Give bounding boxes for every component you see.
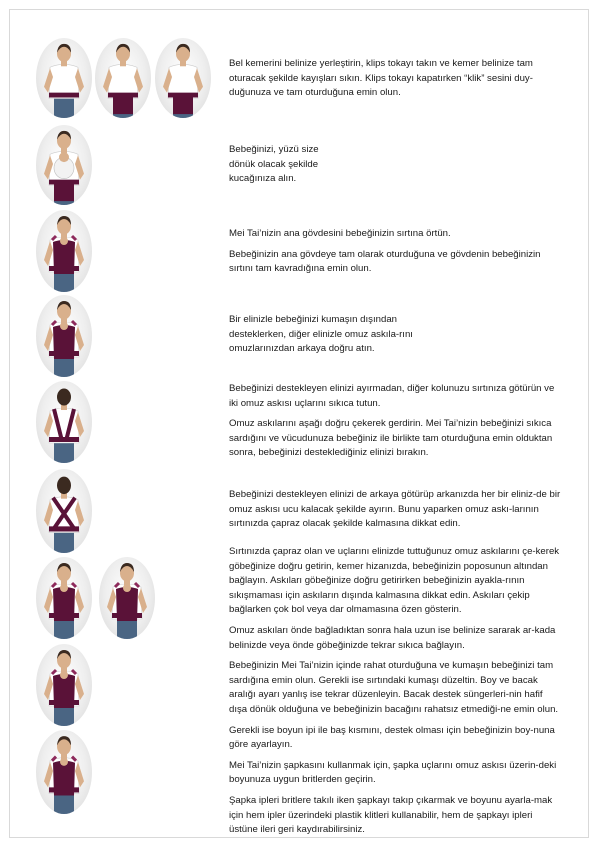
- person-figure-icon: [36, 38, 92, 118]
- step-1-paragraph-1: Bel kemerini belinize yerleştirin, klips tokayı takın ve kemer belinize tam oturacak şekilde kayışları sıkın. Klips tokayı kapatırken “klik” sesini duy-duğunuza ve tam oturduğuna emin olun.: [229, 58, 533, 99]
- step-5-photo: [36, 381, 92, 463]
- step-5-paragraph-2: Omuz askılarını aşağı doğru çekerek gerdirin. Mei Tai’nizin bebeğinizi sıkıca sardığını ve vücudunuza bebeğiniz ile birlikte tam oturduğuna emin olduktan sonra, bebeğinizi desteklediğiniz elinizi bırakın.: [229, 418, 553, 459]
- step-9-photo: [36, 730, 92, 814]
- step-8-photo: [36, 644, 92, 726]
- step-4-photo: [36, 295, 92, 377]
- step-7-paragraph-2: Omuz askıları önde bağladıktan sonra hala uzun ise belinize sararak ar-kada belinizde veya önde göbeğinizde tekrar sıkıca bağlayın.: [229, 624, 556, 651]
- person-figure-icon: [36, 381, 92, 463]
- baby-head-icon: [60, 758, 68, 766]
- step-7-paragraph-4: Gerekli ise boyun ipi ile baş kısmını, destek olması için bebeğinizin boy-nuna göre ayarlayın.: [229, 724, 555, 751]
- person-figure-icon: [36, 557, 92, 639]
- step-7-text: [229, 545, 562, 844]
- person-figure-icon: [155, 38, 211, 118]
- step-7-paragraph-3: Bebeğinizin Mei Tai’nizin içinde rahat oturduğuna ve kumaşın bebeğinizi tam sardığına emin olun. Gerekli ise sırtındaki kumaşı düzeltin. Boy ve bacak aralığı ayarı yanlış ise tekrar düzenleyin. Bacak destek süngerleri-nin hafif dışa dönük olduğuna ve bebeğinizin bacağını rahatsız etmediği-ne emin olun.: [229, 660, 559, 715]
- step-7-paragraph-1: Sırtınızda çapraz olan ve uçlarını elinizde tuttuğunuz omuz askılarını çe-kerek göbeğinize doğru getirin, kemer hizanızda, bebeğinizin poposunun altından bağlayın. Askıları göbeğinize doğru getirirken bebeğinizin ayakla-rının sıkışmaması için askıların dışında kalmasına dikkat edin. Askıları çekip bağlarken çok bol veya dar olmamasına özen gösterin.: [229, 546, 560, 616]
- person-figure-icon: [99, 557, 155, 639]
- step-3-paragraph-1: Mei Tai’nizin ana gövdesini bebeğinizin sırtına örtün.: [229, 228, 451, 239]
- baby-head-icon: [60, 322, 68, 330]
- step-3-photo: [36, 210, 92, 292]
- carrier-panel-icon: [113, 95, 133, 115]
- baby-head-icon: [60, 237, 68, 245]
- jeans-icon: [54, 97, 74, 118]
- step-7-photo-a: [36, 557, 92, 639]
- step-1-photo-c: [155, 38, 211, 118]
- person-figure-icon: [36, 644, 92, 726]
- step-7-paragraph-6: Şapka ipleri britlere takılı iken şapkayı takıp çıkarmak ve boyunu ayarla-mak için hem ipler üzerindeki plastik klitleri kullanabilir, hem de şapkayı ipleri üstüne ileri geri kaydırabilirsiniz.: [229, 794, 553, 836]
- person-figure-icon: [95, 38, 151, 118]
- step-7-photo-b: [99, 557, 155, 639]
- step-1-photo-a: [36, 38, 92, 118]
- person-figure-icon: [36, 469, 92, 553]
- step-7-paragraph-5: Mei Tai’nizin şapkasını kullanmak için, şapka uçlarını omuz askısı üzerin-deki boyunuza uygun britlerden geçirin.: [229, 759, 557, 786]
- jeans-icon: [54, 441, 74, 463]
- person-figure-icon: [36, 730, 92, 814]
- carrier-panel-icon: [54, 182, 74, 202]
- step-2-text: [229, 143, 347, 193]
- carrier-body-icon: [53, 587, 75, 621]
- step-2-photo: [36, 125, 92, 205]
- person-figure-icon: [36, 125, 92, 205]
- step-6-photo: [36, 469, 92, 553]
- belt-icon: [49, 437, 79, 442]
- baby-head-icon: [60, 671, 68, 679]
- belt-icon: [49, 93, 79, 98]
- jeans-icon: [54, 530, 74, 553]
- step-4-text: [229, 313, 419, 363]
- step-3-text: [229, 227, 563, 283]
- carrier-body-icon: [53, 325, 75, 359]
- head-icon: [57, 389, 71, 406]
- carrier-body-icon: [53, 240, 75, 274]
- head-icon: [57, 477, 71, 494]
- step-6-text: [229, 488, 562, 538]
- carrier-body-icon: [53, 674, 75, 708]
- step-6-paragraph-1: Bebeğinizi destekleyen elinizi de arkaya götürüp arkanızda her bir eliniz-de bir omuz askısı ucu kalacak şekilde ayırın. Bunu yaparken omuz askı-larının sırtınızda çapraz olacak şekilde kalmasına dikkat edin.: [229, 489, 561, 530]
- step-3-paragraph-2: Bebeğinizin ana gövdeye tam olarak oturduğuna ve gövdenin bebeğinizin sırtını tam kavradığına emin olun.: [229, 248, 541, 275]
- step-4-paragraph-1: Bir elinizle bebeğinizi kumaşın dışından desteklerken, diğer elinizle omuz askıla-rını omuzlarınızdan arkaya doğru atın.: [229, 314, 413, 355]
- step-1-text: [229, 57, 559, 107]
- baby-head-icon: [60, 584, 68, 592]
- person-figure-icon: [36, 210, 92, 292]
- baby-head-icon: [123, 584, 131, 592]
- carrier-body-icon: [116, 587, 138, 621]
- person-figure-icon: [36, 295, 92, 377]
- carrier-panel-icon: [173, 95, 193, 115]
- step-1-photo-b: [95, 38, 151, 118]
- carrier-body-icon: [53, 761, 75, 796]
- step-5-text: [229, 382, 562, 467]
- step-5-paragraph-1: Bebeğinizi destekleyen elinizi ayırmadan, diğer kolunuzu sırtınıza götürün ve iki omuz askısı uçlarını sıkıca tutun.: [229, 383, 555, 409]
- baby-head-icon: [59, 152, 69, 162]
- step-2-paragraph-1: Bebeğinizi, yüzü size dönük olacak şekilde kucağınıza alın.: [229, 144, 319, 185]
